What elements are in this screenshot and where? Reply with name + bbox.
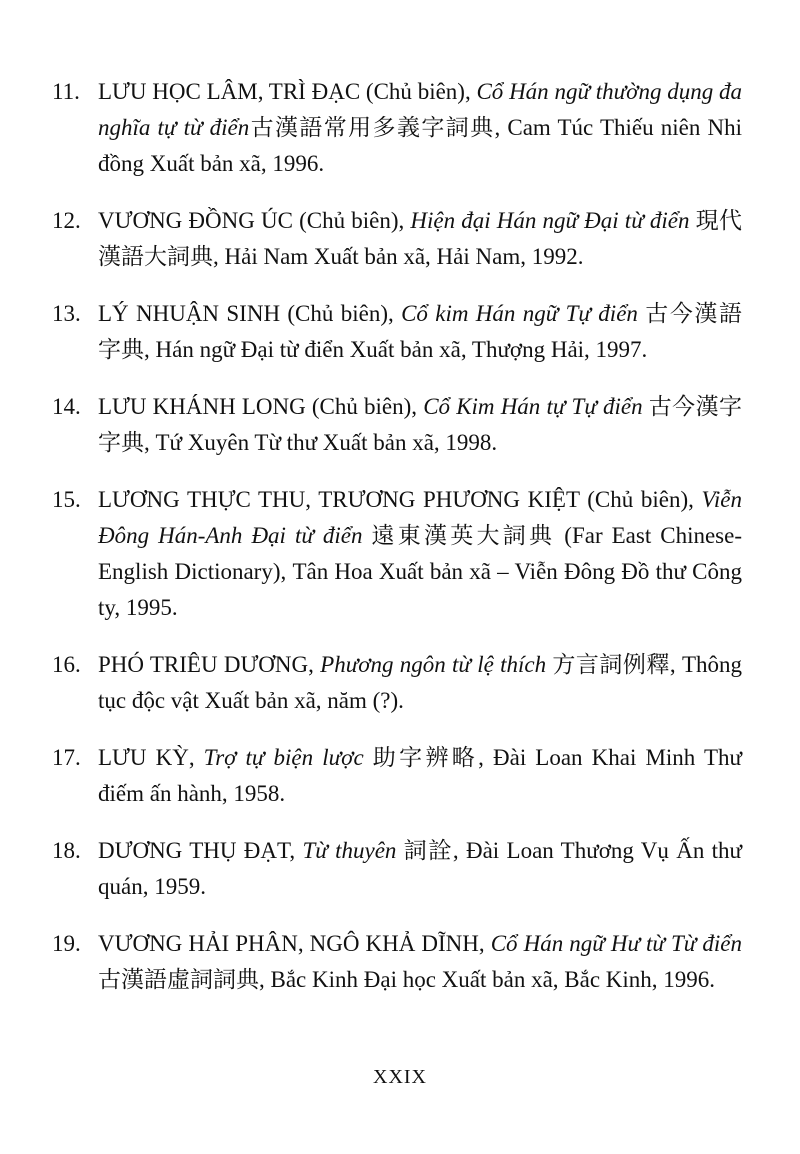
entry-authors: DƯƠNG THỤ ĐẠT, — [98, 838, 303, 863]
entry-authors: LƯU HỌC LÂM, TRÌ ĐẠC (Chủ biên), — [98, 79, 477, 104]
entry-authors: LÝ NHUẬN SINH (Chủ biên), — [98, 301, 402, 326]
entry-text — [98, 926, 742, 998]
entry-authors: LƯU KỲ, — [98, 745, 204, 770]
entry-text — [98, 296, 742, 368]
entry-number: 13. — [52, 301, 81, 326]
bibliography-entry — [52, 647, 742, 719]
entry-publication: 古漢語虛詞詞典, Bắc Kinh Đại học Xuất bản xã, Bắc Kinh, 1996. — [98, 967, 716, 992]
entry-authors: LƯƠNG THỰC THU, TRƯƠNG PHƯƠNG KIỆT (Chủ biên), — [98, 487, 702, 512]
entry-publication: 遠東漢英大詞典 (Far East Chinese-English Dictionary), Tân Hoa Xuất bản xã – Viễn Đông Đồ thư Công ty, 1995. — [98, 523, 742, 620]
bibliography-entry — [52, 740, 742, 812]
entry-text — [98, 740, 742, 812]
entry-text — [98, 482, 742, 626]
bibliography-entry — [52, 74, 742, 182]
entry-number: 12. — [52, 208, 81, 233]
entry-publication: 現代漢語大詞典, Hải Nam Xuất bản xã, Hải Nam, 1992. — [98, 208, 743, 269]
entry-title: Cổ Kim Hán tự Tự điển — [423, 394, 643, 419]
entry-text — [98, 647, 742, 719]
entry-number: 19. — [52, 931, 81, 956]
entry-number: 17. — [52, 745, 81, 770]
entry-number: 15. — [52, 487, 81, 512]
entry-title: Hiện đại Hán ngữ Đại từ điển — [410, 208, 690, 233]
entry-title: Cổ Hán ngữ thường dụng đa nghĩa tự từ điển — [98, 79, 742, 140]
entry-text — [98, 74, 742, 182]
entry-number: 18. — [52, 838, 81, 863]
bibliography-entry — [52, 203, 742, 275]
entry-publication: 古漢語常用多義字詞典, Cam Túc Thiếu niên Nhi đồng Xuất bản xã, 1996. — [98, 115, 742, 176]
entry-text — [98, 389, 742, 461]
entry-title: Cổ Hán ngữ Hư từ Từ điển — [490, 931, 742, 956]
entry-text — [98, 833, 742, 905]
bibliography-list — [52, 74, 742, 1019]
bibliography-entry — [52, 296, 742, 368]
entry-title: Từ thuyên — [302, 838, 397, 863]
entry-publication: 古今漢語字典, Hán ngữ Đại từ điển Xuất bản xã, Thượng Hải, 1997. — [98, 301, 743, 362]
bibliography-entry — [52, 389, 742, 461]
entry-number: 16. — [52, 652, 81, 677]
bibliography-entry — [52, 482, 742, 626]
entry-publication: 方言詞例釋, Thông tục độc vật Xuất bản xã, năm (?). — [98, 652, 742, 713]
entry-publication: 助字辨略, Đài Loan Khai Minh Thư điếm ấn hành, 1958. — [98, 745, 742, 806]
entry-authors: PHÓ TRIÊU DƯƠNG, — [98, 652, 321, 677]
entry-text — [98, 203, 742, 275]
bibliography-entry — [52, 833, 742, 905]
bibliography-entry — [52, 926, 742, 998]
entry-number: 11. — [52, 79, 80, 104]
entry-authors: VƯƠNG ĐỒNG ÚC (Chủ biên), — [98, 208, 411, 233]
entry-title: Cổ kim Hán ngữ Tự điển — [401, 301, 638, 326]
page-number: XXIX — [373, 1066, 427, 1088]
entry-publication: 詞詮, Đài Loan Thương Vụ Ấn thư quán, 1959. — [98, 838, 743, 899]
entry-publication: 古今漢字字典, Tứ Xuyên Từ thư Xuất bản xã, 1998. — [98, 394, 742, 455]
entry-number: 14. — [52, 394, 81, 419]
entry-title: Trợ tự biện lược — [203, 745, 364, 770]
entry-title: Viễn Đông Hán-Anh Đại từ điển — [98, 487, 742, 548]
entry-authors: LƯU KHÁNH LONG (Chủ biên), — [98, 394, 424, 419]
entry-title: Phương ngôn từ lệ thích — [320, 652, 547, 677]
entry-authors: VƯƠNG HẢI PHÂN, NGÔ KHẢ DĨNH, — [98, 931, 491, 956]
